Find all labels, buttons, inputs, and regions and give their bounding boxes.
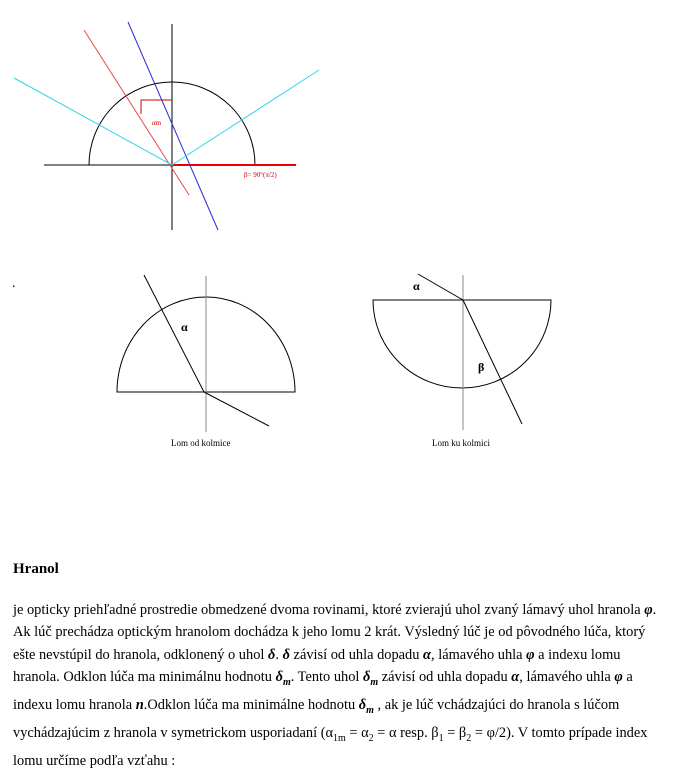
refracted-ray [204,392,269,426]
subscript: m [282,676,291,688]
ray-blue [128,22,218,230]
symbol-delta-m [358,697,374,716]
subscript: 2 [368,733,374,745]
separator-dot: . [12,276,16,291]
symbol-delta-m [275,668,291,688]
delta-glyph: δ [358,697,367,714]
text-run: . Tento uhol [290,668,364,685]
ray-cyan-right [172,70,319,165]
semicircle-body [373,300,551,388]
symbol-n: n [135,697,144,714]
text-run: , ak je lúč vchádzajúci do hranola s lúčom vychádzajúcim z hranola v symetrickom usporiadaní (α [13,697,620,742]
caption: Lom ku kolmici [432,438,490,448]
delta-glyph: δ [275,668,283,685]
symbol-delta: δ [268,646,276,663]
figure-lom-od-kolmice [117,275,295,448]
incident-ray [144,275,204,392]
alpha-label: α [181,320,188,334]
figure-critical-angle [14,22,319,230]
subscript: 1 [438,733,444,745]
delta-glyph: δ [363,668,371,685]
section-heading: Hranol [13,561,59,577]
incident-ray [418,274,463,300]
text-run: , lámavého uhla [431,646,527,663]
text-run: a indexu lomu hranola. Odklon lúča ma minimálnu hodnotu [13,646,621,685]
symbol-delta-m [363,668,379,688]
symbol-alpha: α [511,668,520,685]
text-run: závisí od uhla dopadu [378,668,512,685]
text-run: je opticky priehľadné prostredie obmedzené dvoma rovinami, ktoré zvierajú uhol zvaný lámavý uhol hranola [13,602,645,618]
subscript: 1m [333,733,346,745]
text-run: a indexu lomu hranola [13,668,633,714]
subscript: 2 [466,733,472,745]
text-run: . [275,646,283,663]
symbol-phi: φ [614,668,623,685]
text-run: .Odklon lúča ma minimálne hodnotu [143,697,359,714]
subscript: m [370,676,379,688]
alpha-m-label: αm [152,119,162,127]
refracted-ray [463,300,522,424]
symbol-phi: φ [644,602,653,618]
beta-label: β= 90°(π/2) [244,171,277,179]
section-paragraph [13,599,669,773]
symbol-alpha: α [423,646,432,663]
text-run: = α [345,725,369,742]
beta-label: β [478,360,485,374]
text-run: závisí od uhla dopadu [289,646,424,663]
text-run: . Ak lúč prechádza optickým hranolom dochádza k jeho lomu 2 krát. Výsledný lúč je od pôvodného lúča, ktorý ešte nevstúpil do hranola, odklonený o uhol [13,602,657,663]
caption: Lom od kolmice [171,438,231,448]
text-run: , lámavého uhla [519,668,615,685]
text-run: = α resp. β [373,725,439,742]
text-run: = φ/2). V tomto prípade index lomu určíme podľa vzťahu : [13,725,648,770]
symbol-delta: δ [282,646,290,663]
incident-ray-red [84,30,189,195]
alpha-label: α [413,279,420,293]
ray-cyan-left [14,78,172,165]
symbol-phi: φ [526,646,535,663]
text-run: = β [443,725,467,742]
figure-lom-ku-kolmici [373,274,551,448]
subscript: m [366,704,374,716]
